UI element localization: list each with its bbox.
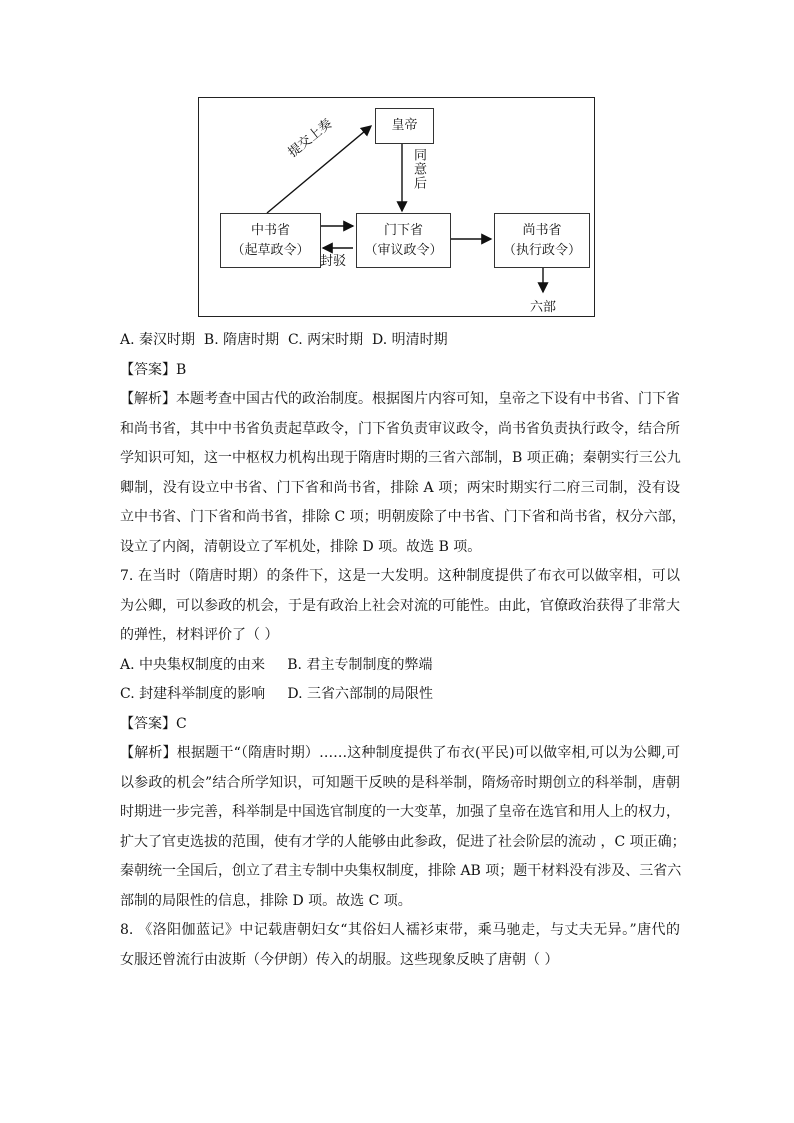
menxia-name: 门下省 [383,222,423,238]
shangshu-role: （执行政令） [502,242,581,258]
q7-stem-line: 为公卿，可以参政的机会，于是有政治上社会对流的可能性。由此，官僚政治获得了非常大 [120,597,680,614]
node-zhongshu [220,213,321,268]
q6-block [120,326,686,975]
shangshu-name: 尚书省 [522,222,562,238]
q6-analysis-line: 卿制，没有设立中书省、门下省和尚书省，排除 A 项；两宋时期实行二府三司制，没有设 [120,479,680,496]
q6-analysis-line: 设立了内阁，清朝设立了军机处，排除 D 项。故选 B 项。 [120,538,482,555]
q8-stem-line: 8. 《洛阳伽蓝记》中记载唐朝妇女“其俗妇人襦衫束带，乘马驰走，与丈夫无异。”唐代的 [120,922,680,938]
menxia-role: （审议政令） [364,242,443,258]
q7-analysis-line: 秦朝统一全国后，创立了君主专制中央集权制度，排除 AB 项；题干材料没有涉及、三省六 [120,863,682,879]
q6-options: A. 秦汉时期 B. 隋唐时期 C. 两宋时期 D. 明清时期 [120,332,448,348]
q7-options-ab: A. 中央集权制度的由来 B. 君主专制制度的弊端 [120,656,433,673]
q6-analysis-line: 立中书省、门下省和尚书省，排除 C 项；明朝废除了中书省、门下省和尚书省，权分六部， [120,509,686,525]
q7-analysis-line: 【解析】根据题干“（隋唐时期）……这种制度提供了布衣(平民)可以做宰相,可以为公卿,可 [120,745,680,761]
q7-analysis-line: 扩大了官吏选拔的范围，使有才学的人能够由此参政，促进了社会阶层的流动 ，C 项正确； [120,833,686,850]
q7-stem-line: 7. 在当时（隋唐时期）的条件下，这是一大发明。这种制度提供了布衣可以做宰相，可以 [120,568,680,584]
q7-analysis-line: 以参政的机会”结合所学知识，可知题干反映的是科举制，隋炀帝时期创立的科举制，唐朝 [120,774,680,791]
q6-analysis-line: 【解析】本题考查中国古代的政治制度。根据图片内容可知，皇帝之下设有中书省、门下省 [120,391,680,407]
q7-analysis-line: 时期进一步完善，科举制是中国选官制度的一大变革，加强了皇帝在选官和用人上的权力， [120,804,680,820]
node-emperor [375,108,434,144]
q8-stem-line: 女服还曾流行由波斯（今伊朗）传入的胡服。这些现象反映了唐朝（ ） [120,951,559,968]
q7-options-cd: C. 封建科举制度的影响 D. 三省六部制的局限性 [120,686,433,702]
submit-label: 提交上奏 [285,116,336,161]
reject-label: 封驳 [320,254,347,269]
zhongshu-role: （起草政令） [231,242,310,258]
emperor-label: 皇帝 [391,118,418,133]
agree-label: 同意后 [411,148,426,190]
six-ministries-label: 六部 [530,300,557,315]
government-structure-diagram [198,97,595,317]
node-shangshu [494,213,590,268]
q7-stem-line: 的弹性，材料评价了（ ） [120,627,279,643]
q7-answer: 【答案】C [120,715,187,732]
zhongshu-name: 中书省 [250,222,290,238]
q6-analysis-line: 和尚书省，其中中书省负责起草政令，门下省负责审议政令，尚书省负责执行政令，结合所 [120,420,680,437]
q7-analysis-line: 部制的局限性的信息，排除 D 项。故选 C 项。 [120,892,412,909]
q6-analysis-line: 学知识可知，这一中枢权力机构出现于隋唐时期的三省六部制，B 项正确；秦朝实行三公九 [120,450,681,466]
node-menxia [356,213,451,268]
q6-answer: 【答案】B [120,361,187,378]
